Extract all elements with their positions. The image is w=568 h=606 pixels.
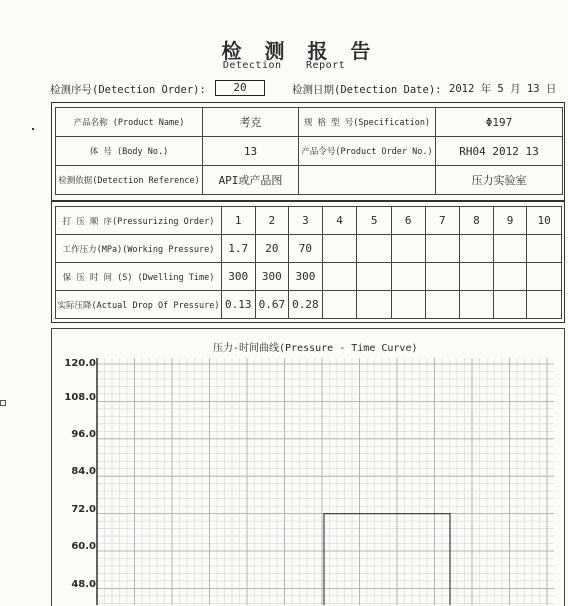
reference-value: API或产品图 (203, 166, 299, 195)
actual-drop-cell (425, 291, 460, 319)
order-cell: 6 (391, 207, 425, 235)
dwelling-time-cell: 300 (221, 263, 255, 291)
order-cell: 1 (221, 207, 255, 235)
order-cell: 4 (322, 207, 357, 235)
working-pressure-cell (527, 235, 562, 263)
spec-label: 规 格 型 号(Specification) (299, 108, 436, 137)
y-tick-label: 84.0 (71, 466, 96, 477)
row-working-pressure (56, 235, 562, 263)
dwelling-time-cell (527, 263, 562, 291)
working-pressure-cell (425, 235, 460, 263)
working-pressure-cell (460, 235, 494, 263)
order-cell: 8 (460, 207, 494, 235)
actual-drop-cell (493, 291, 527, 319)
y-axis-ticks (56, 358, 96, 605)
actual-drop-cell (527, 291, 562, 319)
date-value: 2012 年 5 月 13 日 (449, 83, 557, 95)
order-no-value: RH04 2012 13 (436, 137, 563, 166)
lab-value: 压力实验室 (436, 166, 563, 195)
report-title: 检 测 报 告 (221, 39, 379, 63)
actual-drop-cell: 0.13 (221, 291, 255, 319)
row-label-dwelling-time: 保 压 时 间 (S) (Dwelling Time) (56, 263, 222, 291)
row-label-actual-drop: 实际压降(Actual Drop Of Pressure) (56, 291, 222, 319)
scan-mark (0, 400, 6, 406)
order-cell: 10 (527, 207, 562, 235)
working-pressure-cell: 1.7 (221, 235, 255, 263)
pressure-curve (324, 514, 450, 605)
dwelling-time-cell: 300 (289, 263, 323, 291)
y-tick-label: 108.0 (64, 392, 96, 403)
info-table (55, 107, 563, 195)
y-tick-label: 60.0 (71, 541, 96, 552)
y-tick-label: 48.0 (71, 579, 96, 590)
working-pressure-cell (322, 235, 357, 263)
actual-drop-cell (391, 291, 425, 319)
product-name-value: 考克 (203, 108, 299, 137)
order-cell: 9 (493, 207, 527, 235)
row-dwelling-time (56, 263, 562, 291)
dwelling-time-cell (493, 263, 527, 291)
order-cell: 7 (425, 207, 460, 235)
reference-label: 检测依据(Detection Reference) (56, 166, 203, 195)
chart-title: 压力-时间曲线(Pressure - Time Curve) (213, 343, 418, 354)
actual-drop-cell: 0.67 (255, 291, 289, 319)
actual-drop-cell (460, 291, 494, 319)
pressure-table (55, 206, 562, 319)
chart-series (324, 514, 450, 605)
dwelling-time-cell (425, 263, 460, 291)
y-tick-label: 72.0 (71, 504, 96, 515)
row-label-order: 打 压 顺 序(Pressurizing Order) (56, 207, 222, 235)
dwelling-time-cell: 300 (255, 263, 289, 291)
date-label: 检测日期(Detection Date): (292, 84, 442, 96)
dwelling-time-cell (460, 263, 494, 291)
working-pressure-cell (493, 235, 527, 263)
dwelling-time-cell (357, 263, 392, 291)
body-no-value: 13 (203, 137, 299, 166)
order-value-box: 20 (215, 80, 265, 96)
report-subtitle: Detection Report (222, 60, 346, 71)
dwelling-time-cell (322, 263, 357, 291)
scan-mark (32, 128, 34, 130)
pressure-time-chart (96, 358, 554, 605)
body-no-label: 体 号 (Body No.) (56, 137, 203, 166)
actual-drop-cell: 0.28 (289, 291, 323, 319)
spec-value: Φ197 (436, 108, 563, 137)
actual-drop-cell (357, 291, 392, 319)
dwelling-time-cell (391, 263, 425, 291)
chart-grid (96, 358, 554, 605)
working-pressure-cell: 20 (255, 235, 289, 263)
order-cell: 3 (289, 207, 323, 235)
product-name-label: 产品名称 (Product Name) (56, 108, 203, 137)
row-label-working-pressure: 工作压力(MPa)(Working Pressure) (56, 235, 222, 263)
actual-drop-cell (322, 291, 357, 319)
y-tick-label: 120.0 (64, 358, 96, 369)
order-no-label: 产品令号(Product Order No.) (299, 137, 436, 166)
order-label: 检测序号(Detection Order): (50, 84, 206, 96)
working-pressure-cell: 70 (289, 235, 323, 263)
order-cell: 5 (357, 207, 392, 235)
working-pressure-cell (357, 235, 392, 263)
row-actual-drop (56, 291, 562, 319)
y-tick-label: 96.0 (71, 429, 96, 440)
reference-extra (299, 166, 436, 195)
order-cell: 2 (255, 207, 289, 235)
row-order (56, 207, 562, 235)
working-pressure-cell (391, 235, 425, 263)
